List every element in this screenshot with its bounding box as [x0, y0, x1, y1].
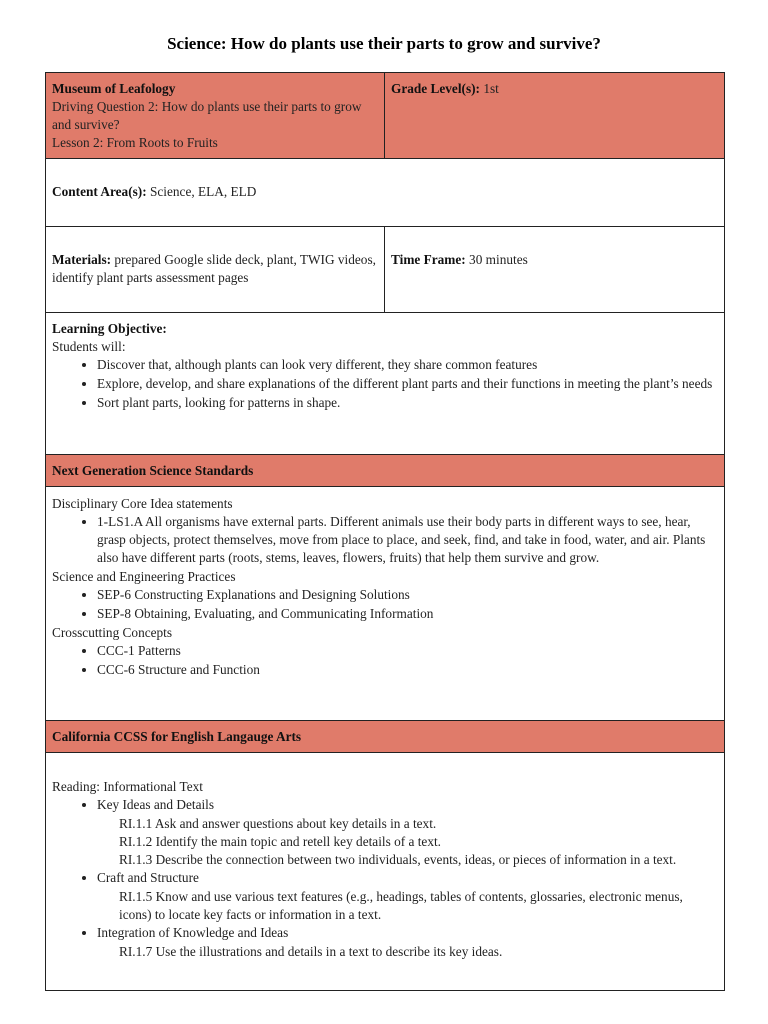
driving-question: Driving Question 2: How do plants use their parts to grow and survive? — [52, 99, 362, 132]
ccss-heading: California CCSS for English Langauge Arts — [52, 729, 302, 744]
ccss-body-row — [46, 753, 725, 991]
content-area-label: Content Area(s): — [52, 184, 147, 199]
ngss-body-cell — [46, 487, 725, 721]
list-item: • Sort plant parts, looking for patterns in shape. — [97, 394, 718, 412]
ccc-label: Crosscutting Concepts — [52, 625, 173, 640]
list-item: • SEP-6 Constructing Explanations and Designing Solutions — [97, 586, 718, 604]
list-item: • SEP-8 Obtaining, Evaluating, and Communicating Information — [97, 605, 718, 623]
ngss-heading: Next Generation Science Standards — [52, 463, 254, 478]
list-item: • Craft and Structure — [97, 869, 718, 887]
list-item: • Discover that, although plants can look very different, they share common features — [97, 356, 718, 374]
ngss-body-row — [46, 487, 725, 721]
time-frame-value: 30 minutes — [465, 252, 528, 267]
ngss-header-row — [46, 455, 725, 487]
standard-item: RI.1.3 Describe the connection between two individuals, events, ideas, or pieces of information in a text. — [119, 852, 677, 867]
unit-name: Museum of Leafology — [52, 81, 176, 96]
ccss-heading-cell — [46, 721, 725, 753]
list-item: • Key Ideas and Details — [97, 796, 718, 814]
list-item: • Explore, develop, and share explanations of the different plant parts and their functions in meeting the plant’s needs — [97, 375, 718, 393]
standard-item: RI.1.1 Ask and answer questions about key details in a text. — [119, 816, 437, 831]
ccc-list — [52, 642, 718, 679]
ccss-list — [52, 796, 718, 814]
content-area-cell — [46, 159, 725, 227]
time-frame-cell — [385, 227, 725, 313]
list-item: • 1-LS1.A All organisms have external parts. Different animals use their body parts in different ways to see, hear, grasp objects, protect themselves, move from place to place, and seek, find, and take in food, water, and air. Plants also have different parts (roots, stems, leaves, flowers, fruits) that help them survive and grow. — [97, 513, 718, 567]
lesson-plan-table — [45, 72, 725, 991]
header-row — [46, 73, 725, 159]
objective-row — [46, 313, 725, 455]
ccss-header-row — [46, 721, 725, 753]
objective-cell — [46, 313, 725, 455]
document-title: Science: How do plants use their parts to grow and survive? — [167, 34, 601, 53]
list-item: • Integration of Knowledge and Ideas — [97, 924, 718, 942]
standard-item: RI.1.5 Know and use various text features (e.g., headings, tables of contents, glossaries, electronic menus, icons) to locate key facts or information in a text. — [119, 889, 683, 922]
objective-label: Learning Objective: — [52, 321, 167, 336]
reading-label: Reading: Informational Text — [52, 779, 203, 794]
objective-list — [52, 356, 718, 412]
content-area-value: Science, ELA, ELD — [146, 184, 257, 199]
lesson-name: Lesson 2: From Roots to Fruits — [52, 135, 218, 150]
grade-label: Grade Level(s): — [391, 81, 480, 96]
time-frame-label: Time Frame: — [391, 252, 466, 267]
ccss-body-cell — [46, 753, 725, 991]
dci-list — [52, 513, 718, 567]
grade-cell — [385, 73, 725, 159]
unit-cell — [46, 73, 385, 159]
standard-item: RI.1.2 Identify the main topic and retell key details of a text. — [119, 834, 441, 849]
list-item: • CCC-6 Structure and Function — [97, 661, 718, 679]
grade-value: 1st — [480, 81, 499, 96]
ngss-heading-cell — [46, 455, 725, 487]
materials-value: prepared Google slide deck, plant, TWIG videos, identify plant parts assessment pages — [52, 252, 376, 285]
sep-list — [52, 586, 718, 623]
ccss-list — [52, 869, 718, 887]
materials-label: Materials: — [52, 252, 112, 267]
sep-label: Science and Engineering Practices — [52, 569, 236, 584]
dci-label: Disciplinary Core Idea statements — [52, 496, 233, 511]
content-area-row — [46, 159, 725, 227]
ccss-list — [52, 924, 718, 942]
materials-cell — [46, 227, 385, 313]
list-item: • CCC-1 Patterns — [97, 642, 718, 660]
materials-row — [46, 227, 725, 313]
standard-item: RI.1.7 Use the illustrations and details in a text to describe its key ideas. — [119, 944, 503, 959]
objective-intro: Students will: — [52, 339, 126, 354]
